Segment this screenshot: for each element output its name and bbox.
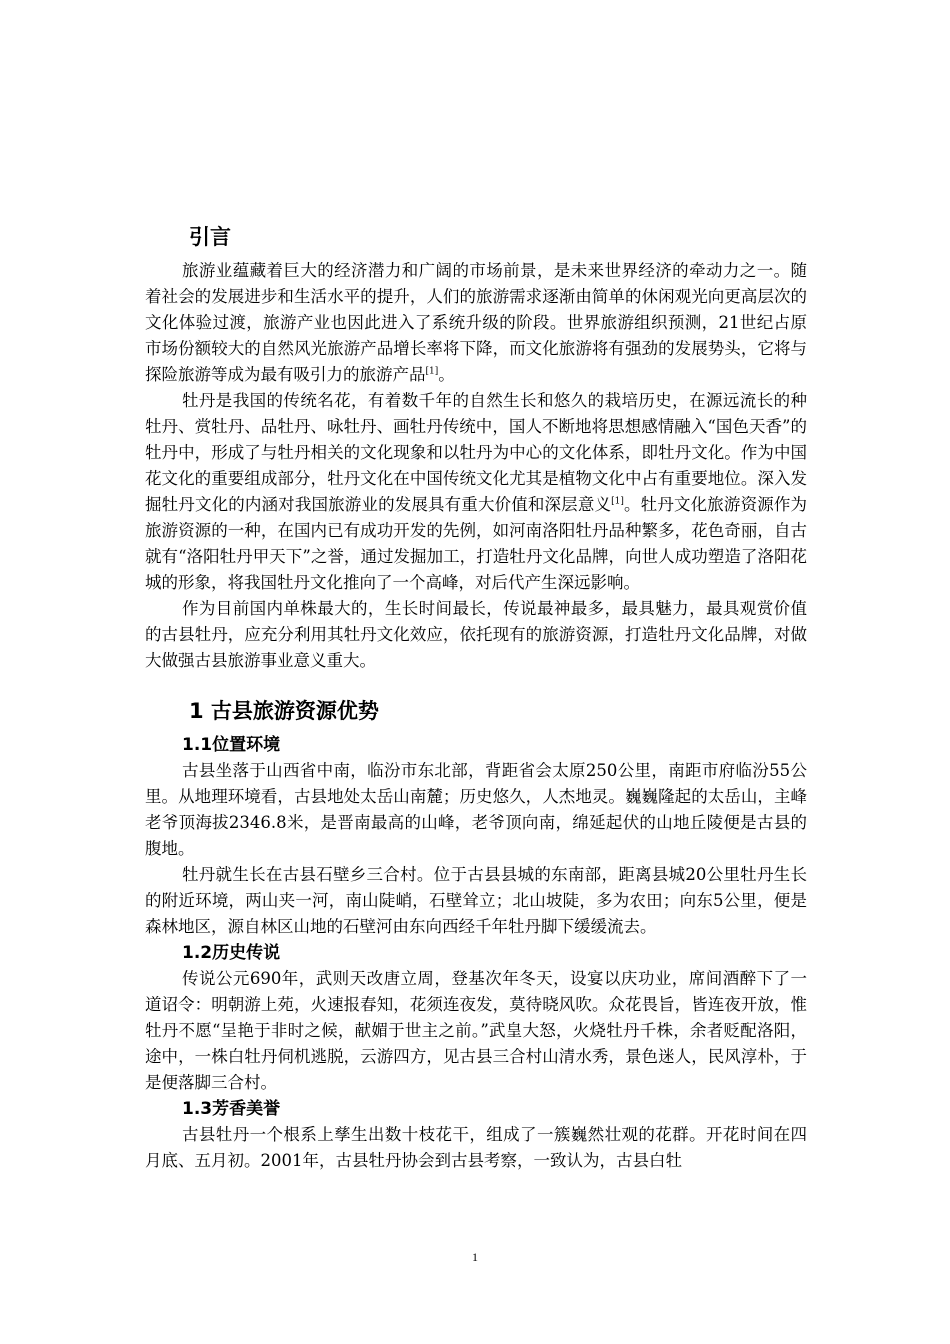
section-1-3-heading: 1.3芳香美誉 — [182, 1099, 281, 1119]
section-1-2-heading: 1.2历史传说 — [182, 943, 281, 963]
citation-ref: [1] — [425, 366, 439, 377]
section-1-1-paragraph-1: 古县坐落于山西省中南，临汾市东北部，背距省会太原250公里，南距市府临汾55公里。从地理环境看，古县地处太岳山南麓；历史悠久，人杰地灵。巍巍隆起的太岳山，主峰老爷顶海拔2346.8米，是晋南最高的山峰，老爷顶向南，绵延起伏的山地丘陵便是古县的腹地。 — [145, 761, 807, 858]
document-body — [145, 222, 807, 1174]
section-1-2-paragraph-1: 传说公元690年，武则天改唐立周，登基次年冬天，设宴以庆功业，席间酒醉下了一道诏令：明朝游上苑，火速报春知，花须连夜发，莫待晓风吹。众花畏旨，皆连夜开放，惟牡丹不愿“呈艳于非时之候，献媚于世主之前。”武皇大怒，火烧牡丹千株，余者贬配洛阳，途中，一株白牡丹伺机逃脱，云游四方，见古县三合村山清水秀，景色迷人，民风淳朴，于是便落脚三合村。 — [145, 969, 807, 1092]
intro-heading: 引言 — [189, 225, 231, 249]
citation-ref: [1] — [611, 496, 624, 507]
intro-paragraph-2: 牡丹是我国的传统名花，有着数千年的自然生长和悠久的栽培历史，在源远流长的种牡丹、赏牡丹、品牡丹、咏牡丹、画牡丹传统中，国人不断地将思想感情融入“国色天香”的牡丹中，形成了与牡丹相关的文化现象和以牡丹为中心的文化体系，即牡丹文化。作为中国花文化的重要组成部分，牡丹文化在中国传统文化尤其是植物文化中占有重要地位。深入发掘牡丹文化的内涵对我国旅游业的发展具有重大价值和深层意义[1]。牡丹文化旅游资源作为旅游资源的一种，在国内已有成功开发的先例，如河南洛阳牡丹品种繁多，花色奇丽，自古就有“洛阳牡丹甲天下”之誉，通过发掘加工，打造牡丹文化品牌，向世人成功塑造了洛阳花城的形象，将我国牡丹文化推向了一个高峰，对后代产生深远影响。 — [145, 391, 808, 592]
intro-paragraph-1: 旅游业蕴藏着巨大的经济潜力和广阔的市场前景，是未来世界经济的牵动力之一。随着社会的发展进步和生活水平的提升，人们的旅游需求逐渐由简单的休闲观光向更高层次的文化体验过渡，旅游产业也因此进入了系统升级的阶段。世界旅游组织预测，21世纪占原市场份额较大的自然风光旅游产品增长率将下降，而文化旅游将有强劲的发展势头，它将与探险旅游等成为最有吸引力的旅游产品[1]。 — [145, 261, 807, 384]
intro-paragraph-3: 作为目前国内单株最大的，生长时间最长，传说最神最多，最具魅力，最具观赏价值的古县牡丹，应充分利用其牡丹文化效应，依托现有的旅游资源，打造牡丹文化品牌，对做大做强古县旅游事业意义重大。 — [145, 599, 807, 670]
section-1-heading: 1 古县旅游资源优势 — [189, 699, 379, 723]
section-1-1-paragraph-2: 牡丹就生长在古县石壁乡三合村。位于古县县城的东南部，距离县城20公里牡丹生长的附近环境，两山夹一河，南山陡峭，石壁耸立；北山坡陡，多为农田；向东5公里，便是森林地区，源自林区山地的石壁河由东向西经千年牡丹脚下缓缓流去。 — [145, 865, 807, 936]
page-number: 1 — [472, 1250, 478, 1264]
section-1-1-heading: 1.1位置环境 — [182, 735, 281, 755]
section-1-3-paragraph-1: 古县牡丹一个根系上孳生出数十枝花干，组成了一簇巍然壮观的花群。开花时间在四月底、五月初。2001年，古县牡丹协会到古县考察，一致认为，古县白牡 — [145, 1125, 807, 1170]
